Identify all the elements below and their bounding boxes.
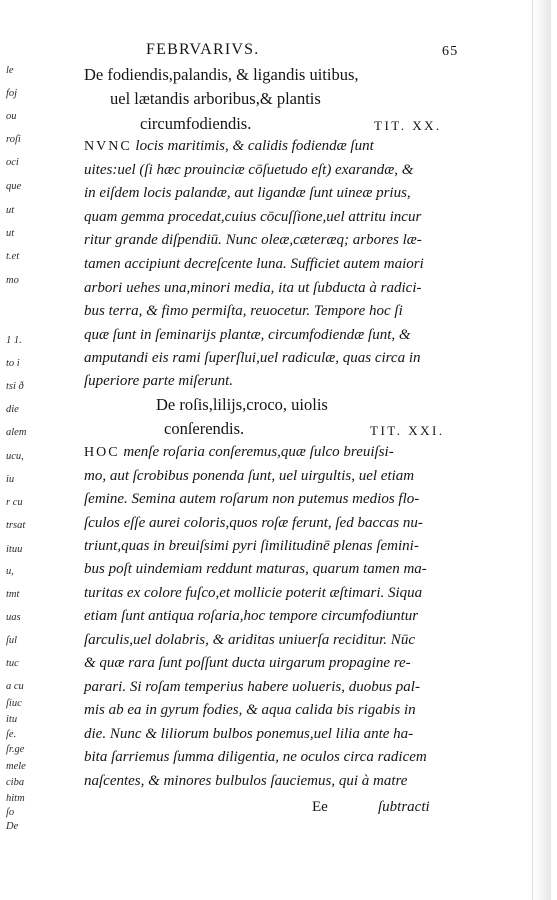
margin-fragment: a cu	[6, 681, 24, 692]
chapter-20-line: quæ ſunt in ſeminarijs plantæ, circumfodiendæ ſunt, &	[84, 327, 411, 343]
chapter-21-line: naſcentes, & minores bulbulos ſauciemus, qui à matre	[84, 773, 408, 789]
chapter-20-initial: NVNC	[84, 139, 132, 154]
margin-fragment: le	[6, 65, 14, 76]
chapter-21-line: mis ab ea in gyrum fodies, & aqua calida bis rigabis in	[84, 702, 416, 718]
chapter-21-line: bita ſarriemus ſumma diligentia, ne oculos circa radicem	[84, 749, 427, 765]
margin-fragment: u,	[6, 566, 14, 577]
chapter-20-heading-line-2: uel lætandis arboribus,& plantis	[110, 89, 321, 108]
margin-fragment: ſul	[6, 635, 18, 646]
margin-fragment: to i	[6, 358, 20, 369]
margin-fragment: oci	[6, 157, 19, 168]
margin-fragment: r cu	[6, 497, 23, 508]
chapter-21-line: mo, aut ſcrobibus ponenda ſunt, uel uirgultis, uel etiam	[84, 468, 415, 484]
margin-fragment: ut	[6, 228, 15, 239]
chapter-20-heading-line-1: De fodiendis,palandis, & ligandis uitibus,	[84, 65, 359, 84]
chapter-21-line: die. Nunc & liliorum bulbos ponemus,uel lilia ante ha-	[84, 726, 414, 742]
margin-fragment: ſiuc	[6, 698, 22, 709]
margin-fragment: uas	[6, 612, 21, 623]
margin-fragment: ou	[6, 111, 17, 122]
chapter-20-line: amputandi eis rami ſuperſlui,uel radiculæ, quas circa in	[84, 350, 421, 366]
chapter-20-first-line	[84, 135, 374, 159]
margin-fragment: iu	[6, 474, 15, 485]
margin-fragment: ucu,	[6, 451, 24, 462]
chapter-20-line: in eiſdem locis palandæ, aut ligandæ ſunt uineæ prius,	[84, 185, 411, 201]
chapter-21-line: etiam ſunt antiqua roſaria,hoc tempore circumfodiuntur	[84, 608, 419, 624]
margin-fragment: ut	[6, 205, 15, 216]
margin-fragment: ciba	[6, 777, 25, 788]
chapter-20-first-line-text: locis maritimis, & calidis fodiendæ ſunt	[135, 138, 374, 154]
margin-fragment: tuc	[6, 658, 19, 669]
chapter-21-heading-line-1: De roſis,lilijs,croco, uiolis	[156, 395, 328, 414]
page-edge	[532, 0, 551, 900]
chapter-21-line: & quæ rara ſunt poſſunt ducta uirgarum propagine re-	[84, 655, 411, 671]
running-head	[146, 38, 259, 62]
facing-page-margin	[6, 0, 36, 900]
margin-fragment: roſi	[6, 134, 21, 145]
chapter-20-line: ſuperiore parte miſerunt.	[84, 373, 234, 389]
chapter-21-line: ſemine. Semina autem roſarum non putemus medios flo-	[84, 491, 420, 507]
margin-fragment: ſr.ge	[6, 744, 25, 755]
margin-fragment: hitm	[6, 793, 25, 804]
margin-fragment: die	[6, 404, 19, 415]
margin-fragment: mo	[6, 275, 19, 286]
chapter-20-line: arbori uehes una,minori media, ita ut ſubducta à radici-	[84, 280, 422, 296]
folio-number: 65	[442, 44, 459, 59]
chapter-21-line: parari. Si roſam temperius habere uolueris, duobus pal-	[84, 679, 420, 695]
chapter-20-line: quam gemma procedat,cuius cōcuſſione,uel attritu incur	[84, 209, 422, 225]
chapter-20-line: tamen accipiunt decreſcente luna. Sufficiet autem maiori	[84, 256, 424, 272]
catchword: ſubtracti	[378, 799, 430, 815]
chapter-21-line: ſarculis,uel dolabris, & ariditas uniuerſa reciditur. Nūc	[84, 632, 415, 648]
margin-fragment: itu	[6, 714, 18, 725]
margin-fragment: tsi ð	[6, 381, 24, 392]
margin-fragment: ſe.	[6, 729, 17, 740]
running-head-title: FEBRVARIVS.	[146, 41, 260, 58]
margin-fragment: ituu	[6, 544, 23, 555]
margin-fragment: ſo	[6, 807, 15, 818]
margin-fragment: tmt	[6, 589, 20, 600]
signature-mark: Ee	[312, 799, 328, 815]
chapter-21-first-line-text: menſe roſaria conſeremus,quæ ſulco breuiſsi-	[123, 444, 394, 460]
chapter-21-line: bus poſt uindemiam reddunt maturas, quarum tamen ma-	[84, 561, 427, 577]
chapter-20-tit: TIT. XX.	[374, 118, 442, 133]
chapter-20-line: ritur grande diſpendiū. Nunc oleæ,cæteræq; arbores læ-	[84, 232, 422, 248]
chapter-21-heading-line-2: conſerendis.	[164, 419, 245, 438]
margin-fragment: De	[6, 821, 19, 832]
chapter-20-heading-line-3: circumfodiendis.	[140, 114, 252, 133]
chapter-21-line: triunt,quas in breuiſsimi pyri ſimilitudinē plenas ſemini-	[84, 538, 419, 554]
chapter-20-line: bus terra, & fimo permiſta, reuocetur. Tempore hoc ſi	[84, 303, 403, 319]
chapter-21-first-line	[84, 441, 394, 465]
margin-fragment: 1 1.	[6, 335, 22, 346]
margin-fragment: mele	[6, 761, 26, 772]
chapter-20-line: uites:uel (ſi hæc prouinciæ cōſuetudo eſt) exarandæ, &	[84, 162, 414, 178]
margin-fragment: alem	[6, 427, 27, 438]
margin-fragment: trsat	[6, 520, 26, 531]
chapter-21-tit: TIT. XXI.	[370, 423, 445, 438]
margin-fragment: t.et	[6, 251, 20, 262]
margin-fragment: que	[6, 181, 22, 192]
margin-fragment: foj	[6, 88, 18, 99]
chapter-21-initial: HOC	[84, 445, 120, 460]
chapter-21-line: turitas ex colore fuſco,et mollicie poterit æſtimari. Siqua	[84, 585, 423, 601]
chapter-21-line: ſculos eſſe aurei coloris,quos roſæ ferunt, ſed baccas nu-	[84, 515, 423, 531]
